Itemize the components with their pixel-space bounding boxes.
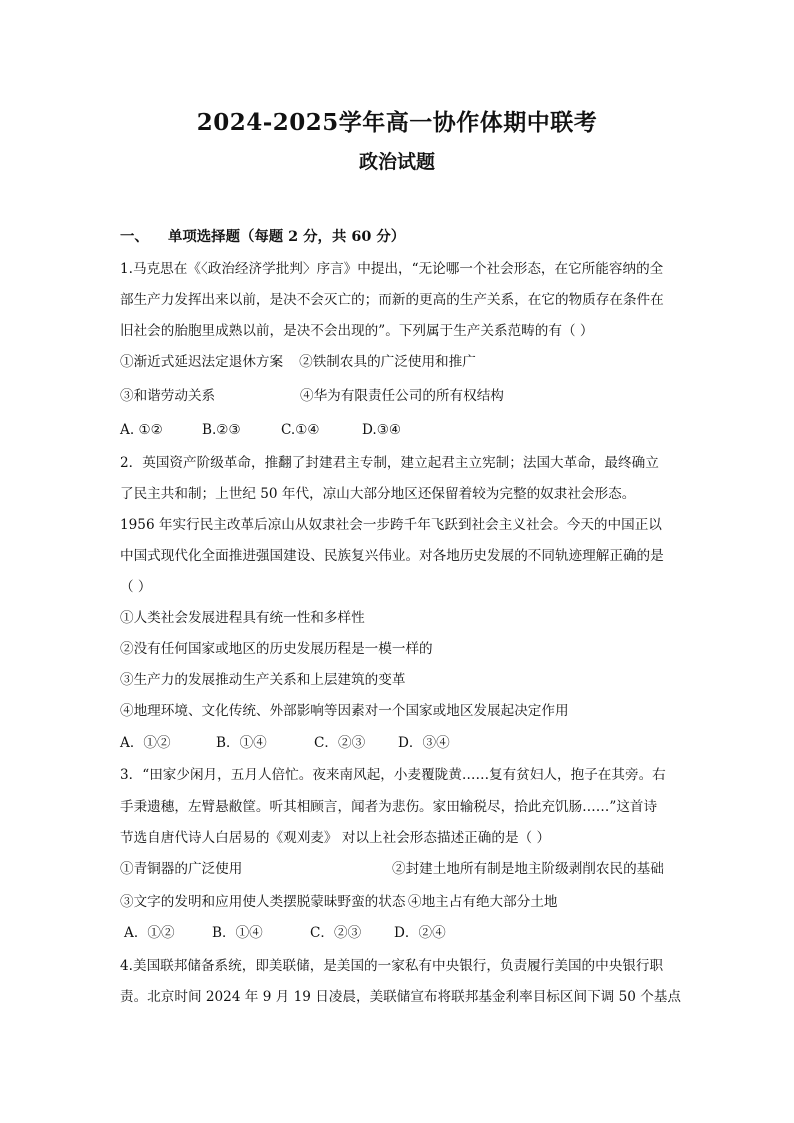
- q2-choice-c[interactable]: C．②③: [314, 735, 366, 751]
- section-number: 一、: [120, 228, 149, 245]
- q3-option-3: ③文字的发明和应用使人类摆脱蒙昧野蛮的状态: [120, 894, 406, 910]
- q4-stem-line2: 责。北京时间 2024 年 9 月 19 日凌晨，美联储宣布将联邦基金利率目标区间下调 50 个基点: [120, 989, 681, 1005]
- q1-option-3: ③和谐劳动关系: [120, 388, 216, 404]
- q3-choice-a[interactable]: A．①②: [124, 925, 175, 941]
- q3-option-4: ④地主占有绝大部分土地: [408, 894, 558, 910]
- q2-choice-b[interactable]: B．①④: [216, 735, 267, 751]
- q2-choices: [120, 733, 680, 753]
- exam-subtitle: 政治试题: [358, 151, 435, 173]
- q3-option-2: ②封建土地所有制是地主阶级剥削农民的基础: [392, 861, 664, 877]
- q3-stem-line2: 手秉遗穗，左臂悬敝筐。听其相顾言，闻者为悲伤。家田输税尽，拾此充饥肠……”这首诗: [120, 799, 658, 815]
- q1-choices: [120, 420, 680, 440]
- q2-option-3: ③生产力的发展推动生产关系和上层建筑的变革: [120, 672, 406, 688]
- q2-stem-line3: 1956 年实行民主改革后凉山从奴隶社会一步跨千年飞跃到社会主义社会。今天的中国正以: [120, 517, 662, 533]
- q1-stem-line2: 部生产力发挥出来以前，是决不会灭亡的；而新的更高的生产关系，在它的物质存在条件在: [120, 292, 664, 308]
- q2-choice-d[interactable]: D．③④: [398, 735, 450, 751]
- q3-choice-c[interactable]: C．②③: [310, 925, 362, 941]
- q3-stem-line3: 节选自唐代诗人白居易的《观刈麦》 对以上社会形态描述正确的是（ ）: [120, 830, 551, 846]
- q3-stem-line1: 3．“田家少闲月，五月人倍忙。夜来南风起，小麦覆陇黄……复有贫妇人，抱子在其旁。右: [120, 767, 666, 783]
- q2-choice-a[interactable]: A．①②: [120, 735, 171, 751]
- q3-choice-b[interactable]: B．①④: [212, 925, 263, 941]
- q2-stem-line5: （ ）: [120, 579, 152, 595]
- q2-stem-line2: 了民主共和制；上世纪 50 年代，凉山大部分地区还保留着较为完整的奴隶社会形态。: [120, 486, 636, 502]
- q2-option-2: ②没有任何国家或地区的历史发展历程是一模一样的: [120, 641, 433, 657]
- q3-options-row1: [120, 859, 680, 879]
- q4-stem-line1: 4.美国联邦储备系统，即美联储，是美国的一家私有中央银行，负责履行美国的中央银行职: [120, 958, 664, 974]
- q3-option-1: ①青铜器的广泛使用: [120, 861, 243, 877]
- q1-option-4: ④华为有限责任公司的所有权结构: [300, 388, 504, 404]
- q1-stem-line1: 1.马克思在《〈政治经济学批判〉序言》中提出，“无论哪一个社会形态，在它所能容纳的全: [120, 261, 664, 277]
- q2-stem-line1: 2．英国资产阶级革命，推翻了封建君主专制，建立起君主立宪制；法国大革命，最终确立: [120, 455, 659, 471]
- q2-option-1: ①人类社会发展进程具有统一性和多样性: [120, 610, 365, 626]
- q1-option-1: ①渐近式延迟法定退休方案: [120, 354, 284, 370]
- q3-choices: [124, 923, 684, 943]
- q1-choice-a[interactable]: A. ①②: [120, 422, 163, 438]
- q1-stem-line3: 旧社会的胎胞里成熟以前，是决不会出现的”。下列属于生产关系范畴的有（ ）: [120, 323, 594, 339]
- q3-options-row2: [120, 892, 680, 912]
- q3-choice-d[interactable]: D．②④: [394, 925, 446, 941]
- q1-options-row1: [120, 352, 680, 372]
- q1-choice-b[interactable]: B.②③: [202, 422, 241, 438]
- q2-stem-line4: 中国式现代化全面推进强国建设、民族复兴伟业。对各地历史发展的不同轨迹理解正确的是: [120, 548, 664, 564]
- section-heading-text: 单项选择题（每题 2 分，共 60 分）: [168, 228, 406, 245]
- q2-option-4: ④地理环境、文化传统、外部影响等因素对一个国家或地区发展起决定作用: [120, 703, 569, 719]
- q1-options-row2: [120, 386, 680, 406]
- section-heading: [120, 227, 680, 247]
- q1-choice-d[interactable]: D.③④: [362, 422, 402, 438]
- q1-choice-c[interactable]: C.①④: [281, 422, 320, 438]
- q1-option-2: ②铁制农具的广泛使用和推广: [299, 354, 476, 370]
- exam-title: 2024-2025学年高一协作体期中联考: [196, 109, 598, 136]
